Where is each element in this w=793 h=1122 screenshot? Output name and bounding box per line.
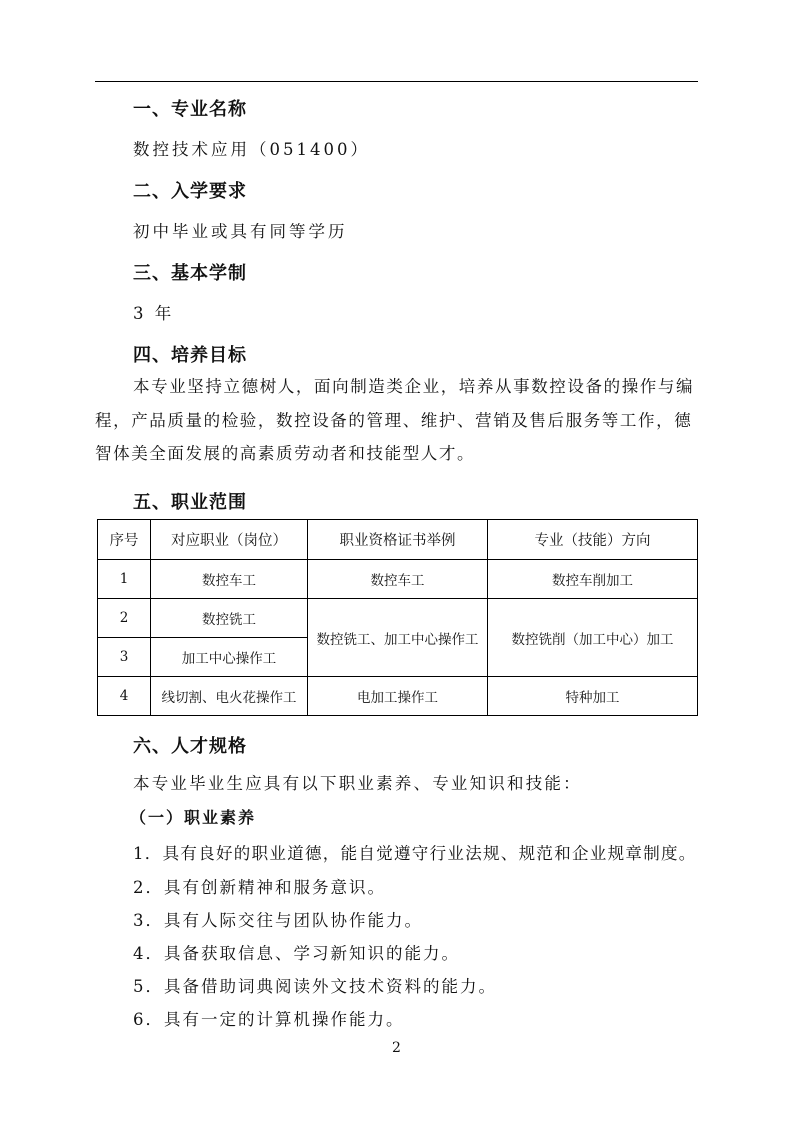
section-heading-admission: 二、入学要求 [133, 181, 247, 202]
col-header-certificate: 职业资格证书举例 [308, 520, 488, 560]
cell-job: 数控车工 [151, 560, 308, 599]
cell-no: 4 [98, 677, 151, 716]
section-heading-duration: 三、基本学制 [133, 263, 247, 284]
cell-certificate: 数控车工 [308, 560, 488, 599]
cell-no: 3 [98, 638, 151, 677]
admission-text: 初中毕业或具有同等学历 [133, 222, 348, 241]
section-heading-objective: 四、培养目标 [133, 345, 247, 366]
objective-paragraph: 本专业坚持立德树人，面向制造类企业，培养从事数控设备的操作与编程，产品质量的检验，数控设备的管理、维护、营销及售后服务等工作，德智体美全面发展的高素质劳动者和技能型人才。 [95, 377, 695, 463]
career-scope-table [97, 519, 698, 716]
table-header-row [98, 520, 698, 560]
subsection-title: （一）职业素养 [130, 808, 257, 827]
cell-direction: 数控铣削（加工中心）加工 [488, 599, 698, 677]
list-item: 3．具有人际交往与团队协作能力。 [133, 911, 423, 930]
table-row [98, 599, 698, 638]
cell-job: 线切割、电火花操作工 [151, 677, 308, 716]
cell-certificate: 电加工操作工 [308, 677, 488, 716]
list-item: 4．具备获取信息、学习新知识的能力。 [133, 944, 460, 963]
list-item: 5．具备借助词典阅读外文技术资料的能力。 [133, 977, 497, 996]
col-header-direction: 专业（技能）方向 [488, 520, 698, 560]
col-header-no: 序号 [98, 520, 151, 560]
list-item: 6．具有一定的计算机操作能力。 [133, 1010, 405, 1029]
page-number: 2 [392, 1040, 401, 1056]
section-heading-career-scope: 五、职业范围 [133, 492, 247, 513]
section-heading-talent-spec: 六、人才规格 [133, 736, 247, 757]
list-item: 2．具有创新精神和服务意识。 [133, 878, 386, 897]
cell-job: 加工中心操作工 [151, 638, 308, 677]
duration-text: 3 年 [133, 304, 175, 323]
cell-direction: 特种加工 [488, 677, 698, 716]
talent-spec-intro: 本专业毕业生应具有以下职业素养、专业知识和技能： [133, 774, 582, 793]
table-row [98, 560, 698, 599]
major-name-text: 数控技术应用（051400） [133, 140, 370, 159]
header-rule [95, 81, 698, 82]
section-heading-major-name: 一、专业名称 [133, 99, 247, 120]
cell-certificate: 数控铣工、加工中心操作工 [308, 599, 488, 677]
table-row [98, 677, 698, 716]
col-header-job: 对应职业（岗位） [151, 520, 308, 560]
cell-job: 数控铣工 [151, 599, 308, 638]
cell-no: 1 [98, 560, 151, 599]
list-item: 1．具有良好的职业道德，能自觉遵守行业法规、规范和企业规章制度。 [133, 844, 697, 863]
cell-no: 2 [98, 599, 151, 638]
cell-direction: 数控车削加工 [488, 560, 698, 599]
